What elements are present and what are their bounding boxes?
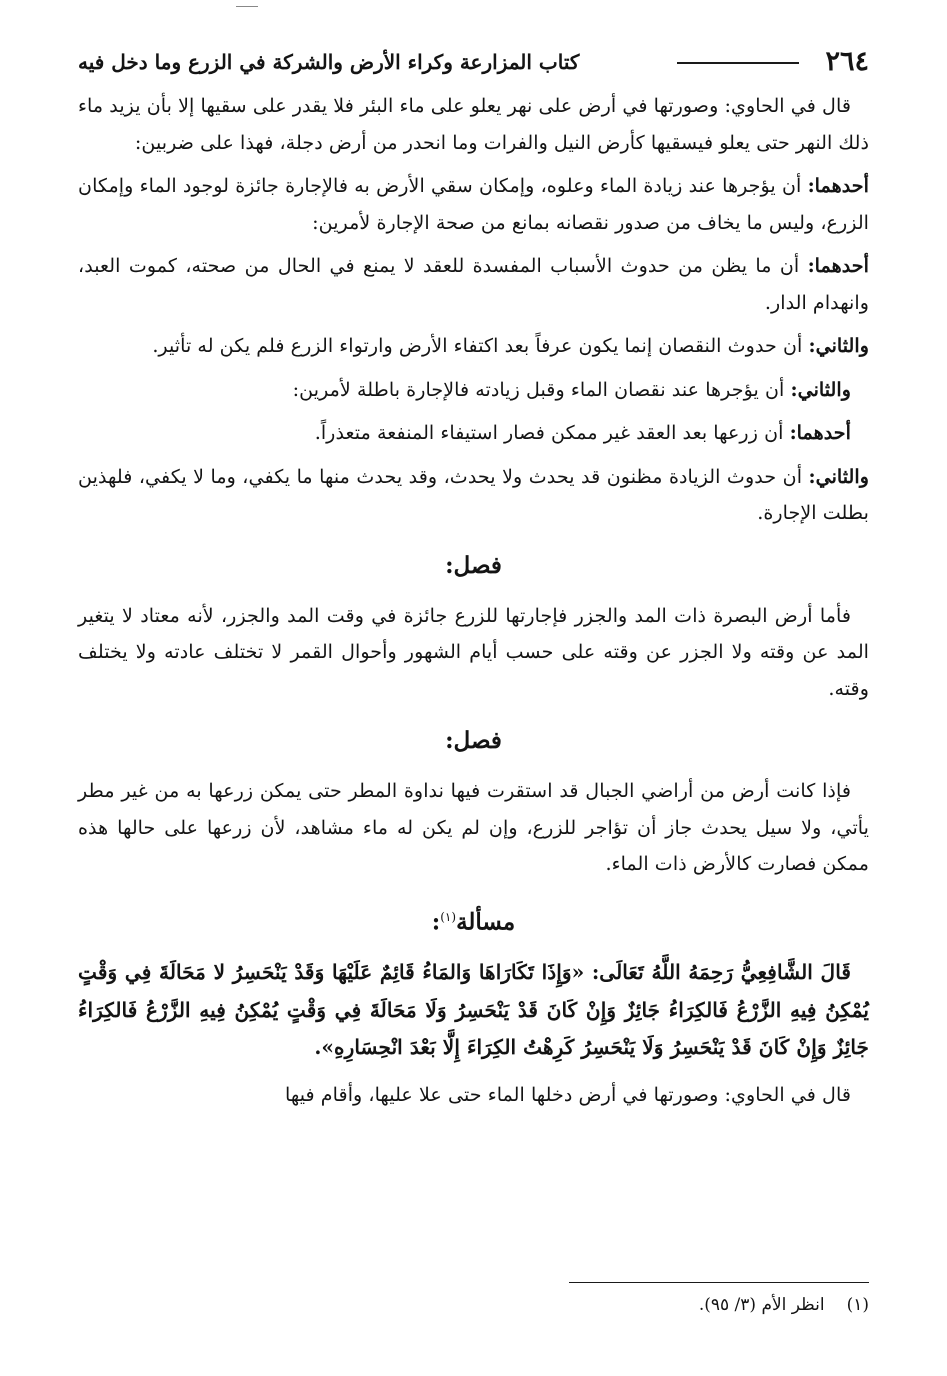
shafii-quote: قَالَ الشَّافِعِيُّ رَحِمَهُ اللَّهُ تَعَالَى: «وَإِذَا تَكَارَاهَا وَالمَاءُ قَائِمٌ عَلَيْهَا وَقَدْ يَنْحَسِرُ لا مَحَالَةَ فِي وَقْتٍ يُمْكِنُ فِيهِ الزَّرْعُ فَالكِرَاءُ جَائِزٌ وَإِنْ كَانَ قَدْ يَنْحَسِرُ وَلَا مَحَالَةَ فِي وَقْتٍ يُمْكِنُ فِيهِ الزَّرْعُ فَالكِرَاءُ جَائِزٌ وَإِنْ كَانَ قَدْ يَنْحَسِرُ وَلَا يَنْحَسِرُ كَرِهْتُ الكِرَاءَ إِلَّا بَعْدَ انْحِسَارِهِ». — [78, 960, 869, 1060]
paragraph-lead: والثاني: — [790, 377, 851, 401]
section-paragraph: فأما أرض البصرة ذات المد والجزر فإجارتها للزرع جائزة في وقت المد والجزر، لأنه معتاد لا يتغير المد عن وقته ولا الجزر عن وقته على حسب أيام الشهور وأحوال القمر لا تختلف عادته ولا يختلف وقته. — [78, 603, 869, 700]
section-paragraph: قال في الحاوي: وصورتها في أرض دخلها الماء حتى علا عليها، وأقام فيها — [285, 1082, 851, 1106]
paragraph — [78, 459, 869, 532]
paragraph — [78, 328, 869, 365]
scan-mark — [236, 6, 258, 7]
page-header — [78, 42, 869, 82]
footnote-text: انظر الأم (٣/ ٩٥). — [698, 1295, 825, 1315]
masala-heading-colon: : — [431, 908, 441, 936]
paragraph-text: أن ما يظن من حدوث الأسباب المفسدة للعقد لا يمنع في الحال من صحته، كموت العبد، وانهدام الدار. — [78, 254, 869, 314]
masala-heading-text: مسألة — [456, 908, 516, 936]
paragraph — [78, 168, 869, 241]
running-title: كتاب المزارعة وكراء الأرض والشركة في الزرع وما دخل فيه — [78, 50, 580, 74]
section-heading: فصل: — [445, 551, 502, 579]
paragraph-text: أن يؤجرها عند زيادة الماء وعلوه، وإمكان سقي الأرض به فالإجارة جائزة لوجود الماء وإمكان الزرع، وليس ما يخاف من صدور نقصانه بمانع من صحة الإجارة لأمرين: — [78, 174, 869, 234]
paragraph-text: أن حدوث الزيادة مظنون قد يحدث ولا يحدث، وقد يحدث منها ما يكفي، وما لا يكفي، فلهذين بطلت الإجارة. — [78, 464, 869, 524]
main-text — [78, 88, 869, 1120]
paragraph-lead: أحدهما: — [807, 174, 869, 197]
paragraph-text: قال في الحاوي: وصورتها في أرض على نهر يعلو على ماء البئر فلا يقدر على سقيها إلا بأن يزيد ماء ذلك النهر حتى يعلو فيسقيها كأرض النيل والفرات وما انحدر من أرض دجلة، فهذا على ضربين: — [78, 94, 869, 154]
paragraph — [78, 372, 851, 409]
section-heading: فصل: — [445, 727, 502, 754]
footnote-number: (١) — [846, 1295, 869, 1315]
paragraph — [78, 415, 851, 452]
footnote-reference[interactable]: (١) — [440, 909, 457, 924]
paragraph-lead: والثاني: — [808, 334, 869, 357]
paragraph-text: أن حدوث النقصان إنما يكون عرفاً بعد اكتفاء الأرض وارتواء الزرع فلم يكن له تأثير. — [152, 334, 809, 357]
paragraph-lead: والثاني: — [808, 464, 869, 488]
header-rule — [677, 62, 799, 64]
masala-heading — [78, 899, 869, 941]
paragraph-text: أن يؤجرها عند نقصان الماء وقبل زيادته فالإجارة باطلة لأمرين: — [292, 377, 791, 401]
footnote-rule — [569, 1282, 869, 1283]
paragraph — [78, 248, 869, 321]
section-paragraph: فإذا كانت أرض من أراضي الجبال قد استقرت فيها نداوة المطر حتى يمكن زرعها به من غير مطر يأتي، ولا سيل يحدث جاز أن تؤاجر للزرع، وإن لم يكن له ماء مشاهد، لأن زرعها على حالها هذه ممكن فصارت كالأرض ذات الماء. — [78, 779, 869, 875]
paragraph-text: أن زرعها بعد العقد غير ممكن فصار استيفاء المنفعة متعذراً. — [314, 421, 790, 444]
footnote — [699, 1290, 869, 1320]
paragraph — [78, 88, 869, 161]
page-number: ٢٦٤ — [825, 46, 869, 77]
paragraph-lead: أحدهما: — [807, 254, 869, 277]
paragraph-lead: أحدهما: — [789, 421, 851, 444]
